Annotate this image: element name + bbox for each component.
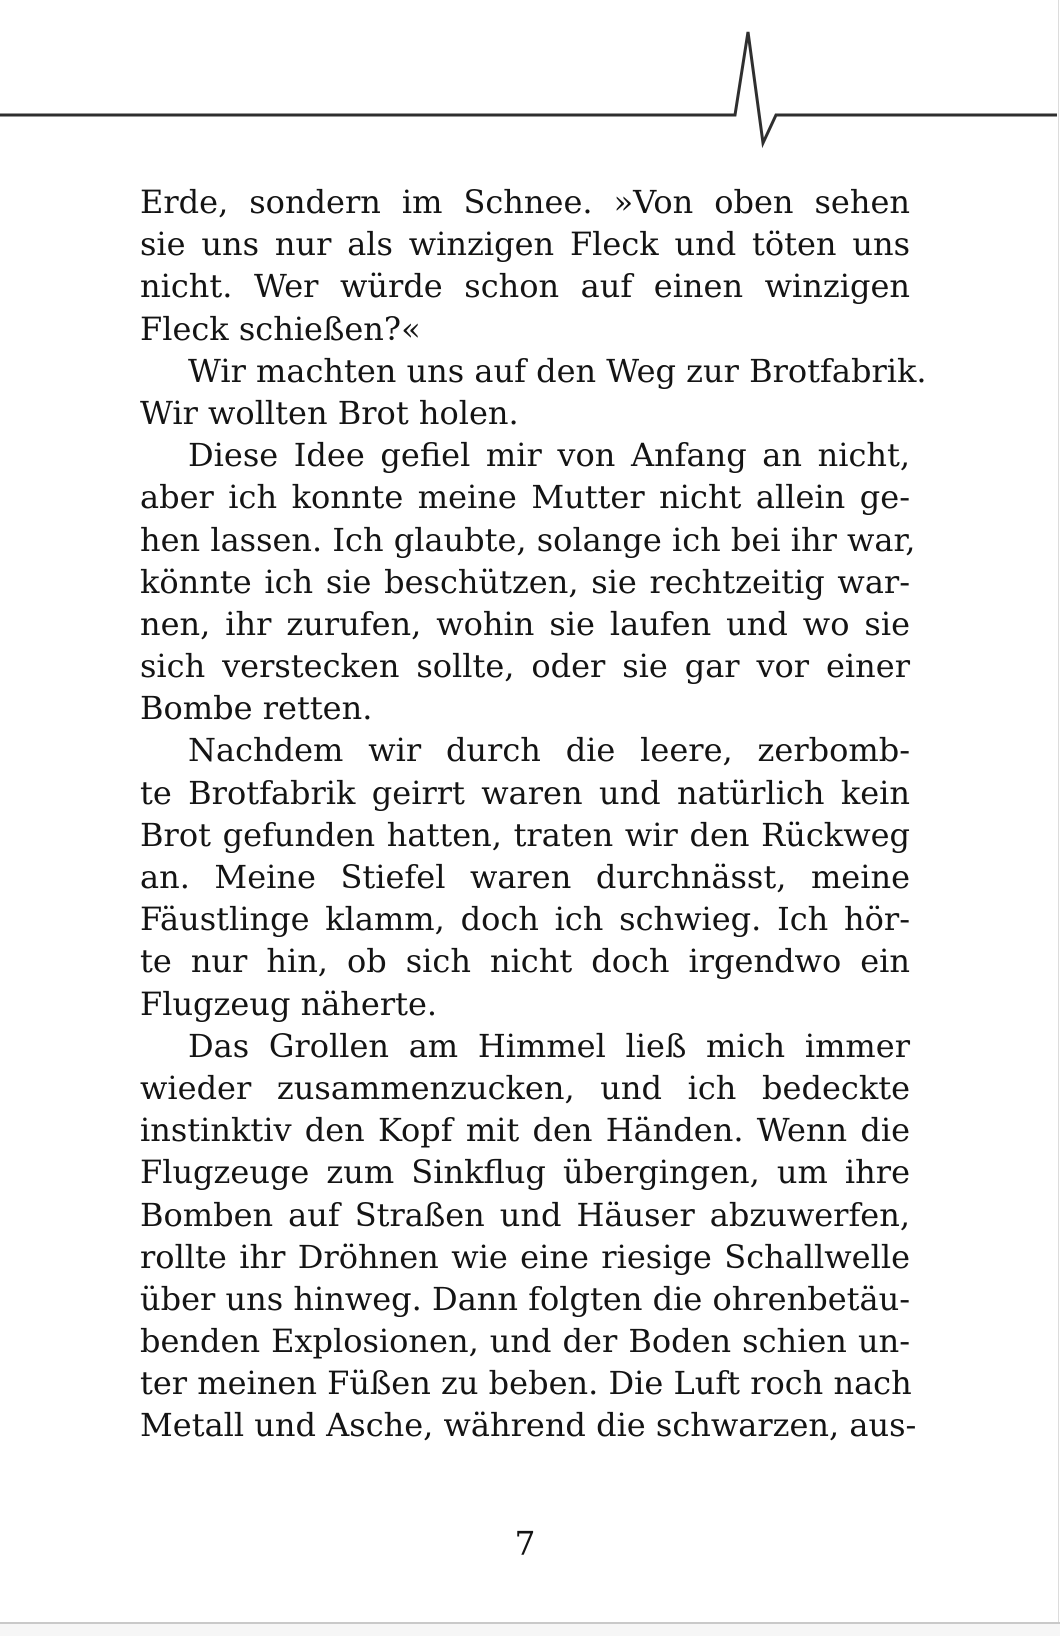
- paragraph: [140, 181, 910, 350]
- text-line: ter meinen Füßen zu beben. Die Luft roch nach: [140, 1364, 912, 1403]
- text-line: instinktiv den Kopf mit den Händen. Wenn die: [140, 1111, 910, 1150]
- paragraph: [140, 729, 910, 1024]
- text-line: sich verstecken sollte, oder sie gar vor einer: [140, 647, 910, 686]
- window-right-edge: [1058, 0, 1059, 1623]
- text-line: Flugzeug näherte.: [140, 984, 438, 1023]
- text-line: Fäustlinge klamm, doch ich schwieg. Ich hör-: [140, 900, 910, 939]
- text-line: nicht. Wer würde schon auf einen winzigen: [140, 267, 910, 306]
- text-line: könnte ich sie beschützen, sie rechtzeitig war-: [140, 562, 910, 601]
- paragraph: [140, 434, 916, 729]
- text-line: Metall und Asche, während die schwarzen, aus-: [140, 1406, 917, 1445]
- text-line: aber ich konnte meine Mutter nicht allein ge-: [140, 478, 910, 517]
- text-line: benden Explosionen, und der Boden schien un-: [140, 1322, 910, 1361]
- text-line: Wir wollten Brot holen.: [140, 393, 519, 432]
- text-line: hen lassen. Ich glaubte, solange ich bei ihr war,: [140, 520, 916, 559]
- text-line: Brot gefunden hatten, traten wir den Rückweg: [140, 815, 910, 854]
- text-line: Wir machten uns auf den Weg zur Brotfabrik.: [188, 351, 927, 390]
- text-line: Das Grollen am Himmel ließ mich immer: [188, 1026, 910, 1065]
- text-line: te nur hin, ob sich nicht doch irgendwo ein: [140, 942, 910, 981]
- text-line: Diese Idee gefiel mir von Anfang an nicht,: [188, 436, 910, 475]
- text-line: Erde, sondern im Schnee. »Von oben sehen: [140, 183, 910, 221]
- text-line: rollte ihr Dröhnen wie eine riesige Schallwelle: [140, 1237, 910, 1276]
- text-line: Bomben auf Straßen und Häuser abzuwerfen,: [140, 1195, 910, 1234]
- bottom-panel-edge: [0, 1622, 1060, 1636]
- text-line: Nachdem wir durch die leere, zerbomb-: [188, 731, 910, 770]
- text-line: nen, ihr zurufen, wohin sie laufen und wo sie: [140, 604, 910, 643]
- ekg-pulse-line: [0, 32, 1057, 143]
- ekg-pulse-icon: [0, 0, 1060, 160]
- text-line: wieder zusammenzucken, und ich bedeckte: [140, 1068, 910, 1107]
- text-line: te Brotfabrik geirrt waren und natürlich kein: [140, 773, 910, 812]
- text-line: Flugzeuge zum Sinkflug übergingen, um ihre: [140, 1153, 910, 1192]
- text-line: an. Meine Stiefel waren durchnässt, meine: [140, 858, 910, 896]
- text-line: sie uns nur als winzigen Fleck und töten uns: [140, 225, 910, 264]
- text-line: Fleck schießen?«: [140, 309, 421, 348]
- text-line: Bombe retten.: [140, 689, 373, 728]
- paragraph: [140, 1025, 917, 1447]
- page-number: 7: [514, 1524, 536, 1563]
- paragraph: [140, 350, 927, 434]
- text-column: [140, 181, 927, 1447]
- text-line: über uns hinweg. Dann folgten die ohrenbetäu-: [140, 1279, 910, 1318]
